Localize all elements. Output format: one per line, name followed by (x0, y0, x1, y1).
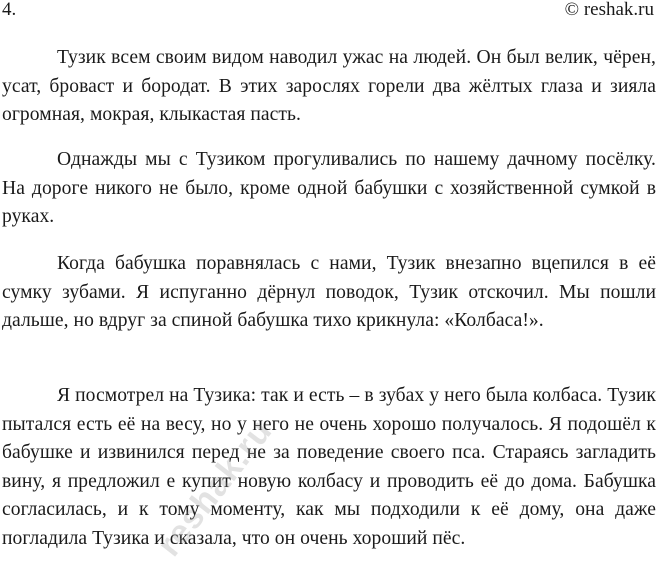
source-credit: © reshak.ru (564, 0, 654, 20)
watermark: reshak.ru (150, 412, 280, 564)
paragraph-3: Когда бабушка поравнялась с нами, Тузик внезапно вцепился в её сумку зубами. Я испуганно дёрнул поводок, Тузик отскочил. Мы пошли дальше, но вдруг за спиной бабушка тихо крикнула: «Колбаса!». (2, 253, 656, 332)
paragraph-4: Я посмотрел на Тузика: так и есть – в зубах у него была колбаса. Тузик пытался есть её на весу, но у него не очень хорошо получалось. Я подошёл к бабушке и извинился перед не за поведение своего пса. Стараясь загладить вину, я предложил е купит новую колбасу и проводить её до дома. Бабушка согласилась, и к тому моменту, как мы подходили к её дому, она даже погладила Тузика и сказала, что он очень хороший пёс. (2, 385, 656, 549)
exercise-number: 4. (2, 0, 17, 20)
paragraph-1: Тузик всем своим видом наводил ужас на людей. Он был велик, чёрен, усат, броваст и бородат. В этих зарослях горели два жёлтых глаза и зияла огромная, мокрая, клыкастая пасть. (2, 47, 656, 126)
paragraph-2: Однажды мы с Тузиком прогуливались по нашему дачному посёлку. На дороге никого не было, кроме одной бабушки с хозяйственной сумкой в руках. (2, 149, 656, 228)
